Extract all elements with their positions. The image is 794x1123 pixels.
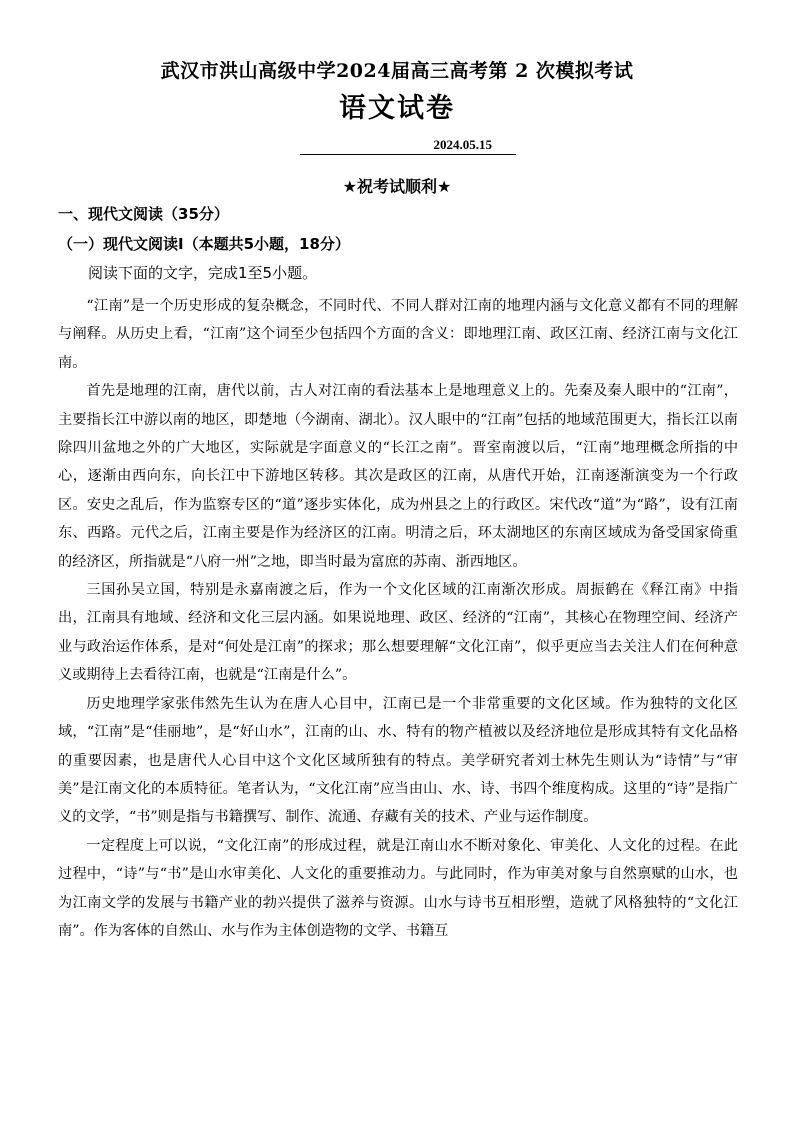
exam-title: 武汉市洪山高级中学2024届高三高考第 2 次模拟考试 bbox=[160, 60, 634, 82]
passage-paragraph: “江南”是一个历史形成的复杂概念，不同时代、不同人群对江南的地理内涵与文化意义都有不同的理解与阐释。从历史上看，“江南”这个词至少包括四个方面的含义：即地理江南、政区江南、经济江南与文化江南。 bbox=[58, 298, 738, 371]
reading-instruction: 阅读下面的文字，完成1至5小题。 bbox=[88, 264, 318, 282]
reading-passage bbox=[58, 292, 738, 945]
passage-paragraph: 历史地理学家张伟然先生认为在唐人心目中，江南已是一个非常重要的文化区域。作为独特的文化区域，“江南”是“佳丽地”，是“好山水”，江南的山、水、特有的物产植被以及经济地位是形成其特有文化品格的重要因素，也是唐代人心目中这个文化区域所独有的特点。美学研究者刘士林先生则认为“诗情”与“审美”是江南文化的本质特征。笔者认为，“文化江南”应当由山、水、诗、书四个维度构成。这里的“诗”是指广义的文学，“书”则是指与书籍撰写、制作、流通、存藏有关的技术、产业与运作制度。 bbox=[58, 695, 738, 826]
exam-subtitle: 语文试卷 bbox=[339, 93, 455, 124]
passage-paragraph: 一定程度上可以说，“文化江南”的形成过程，就是江南山水不断对象化、审美化、人文化的过程。在此过程中，“诗”与“书”是山水审美化、人文化的重要推动力。与此同时，作为审美对象与自然禀赋的山水，也为江南文学的发展与书籍产业的勃兴提供了滋养与资源。山水与诗书互相形塑，造就了风格独特的“文化江南”。作为客体的自然山、水与作为主体创造物的文学、书籍互 bbox=[58, 837, 738, 939]
section-heading: 一、现代文阅读（35分） bbox=[58, 205, 229, 223]
passage-paragraph: 三国孙吴立国，特别是永嘉南渡之后，作为一个文化区域的江南渐次形成。周振鹤在《释江南》中指出，江南具有地域、经济和文化三层内涵。如果说地理、政区、经济的“江南”，其核心在物理空间、经济产业与政治运作体系，是对“何处是江南”的探求；那么想要理解“文化江南”，似乎更应当去关注人们在何种意义或期待上去看待江南，也就是“江南是什么”。 bbox=[58, 582, 738, 684]
passage-paragraph: 首先是地理的江南，唐代以前，古人对江南的看法基本上是地理意义上的。先秦及秦人眼中的“江南”，主要指长江中游以南的地区，即楚地（今湖南、湖北）。汉人眼中的“江南”包括的地域范围更大，指长江以南除四川盆地之外的广大地区，实际就是字面意义的“长江之南”。晋室南渡以后，“江南”地理概念所指的中心，逐渐由西向东，向长江中下游地区转移。其次是政区的江南，从唐代开始，江南逐渐演变为一个行政区。安史之乱后，作为监察专区的“道”逐步实体化，成为州县之上的行政区。宋代改“道”为“路”，设有江南东、西路。元代之后，江南主要是作为经济区的江南。明清之后，环太湖地区的东南区域成为备受国家倚重的经济区，所指就是“八府一州”之地，即当时最为富庶的苏南、浙西地区。 bbox=[58, 383, 739, 570]
exam-date: 2024.05.15 bbox=[300, 138, 516, 155]
subsection-heading: （一）现代文阅读Ⅰ（本题共5小题，18分） bbox=[58, 235, 350, 253]
good-luck-line: ★祝考试顺利★ bbox=[342, 177, 452, 196]
